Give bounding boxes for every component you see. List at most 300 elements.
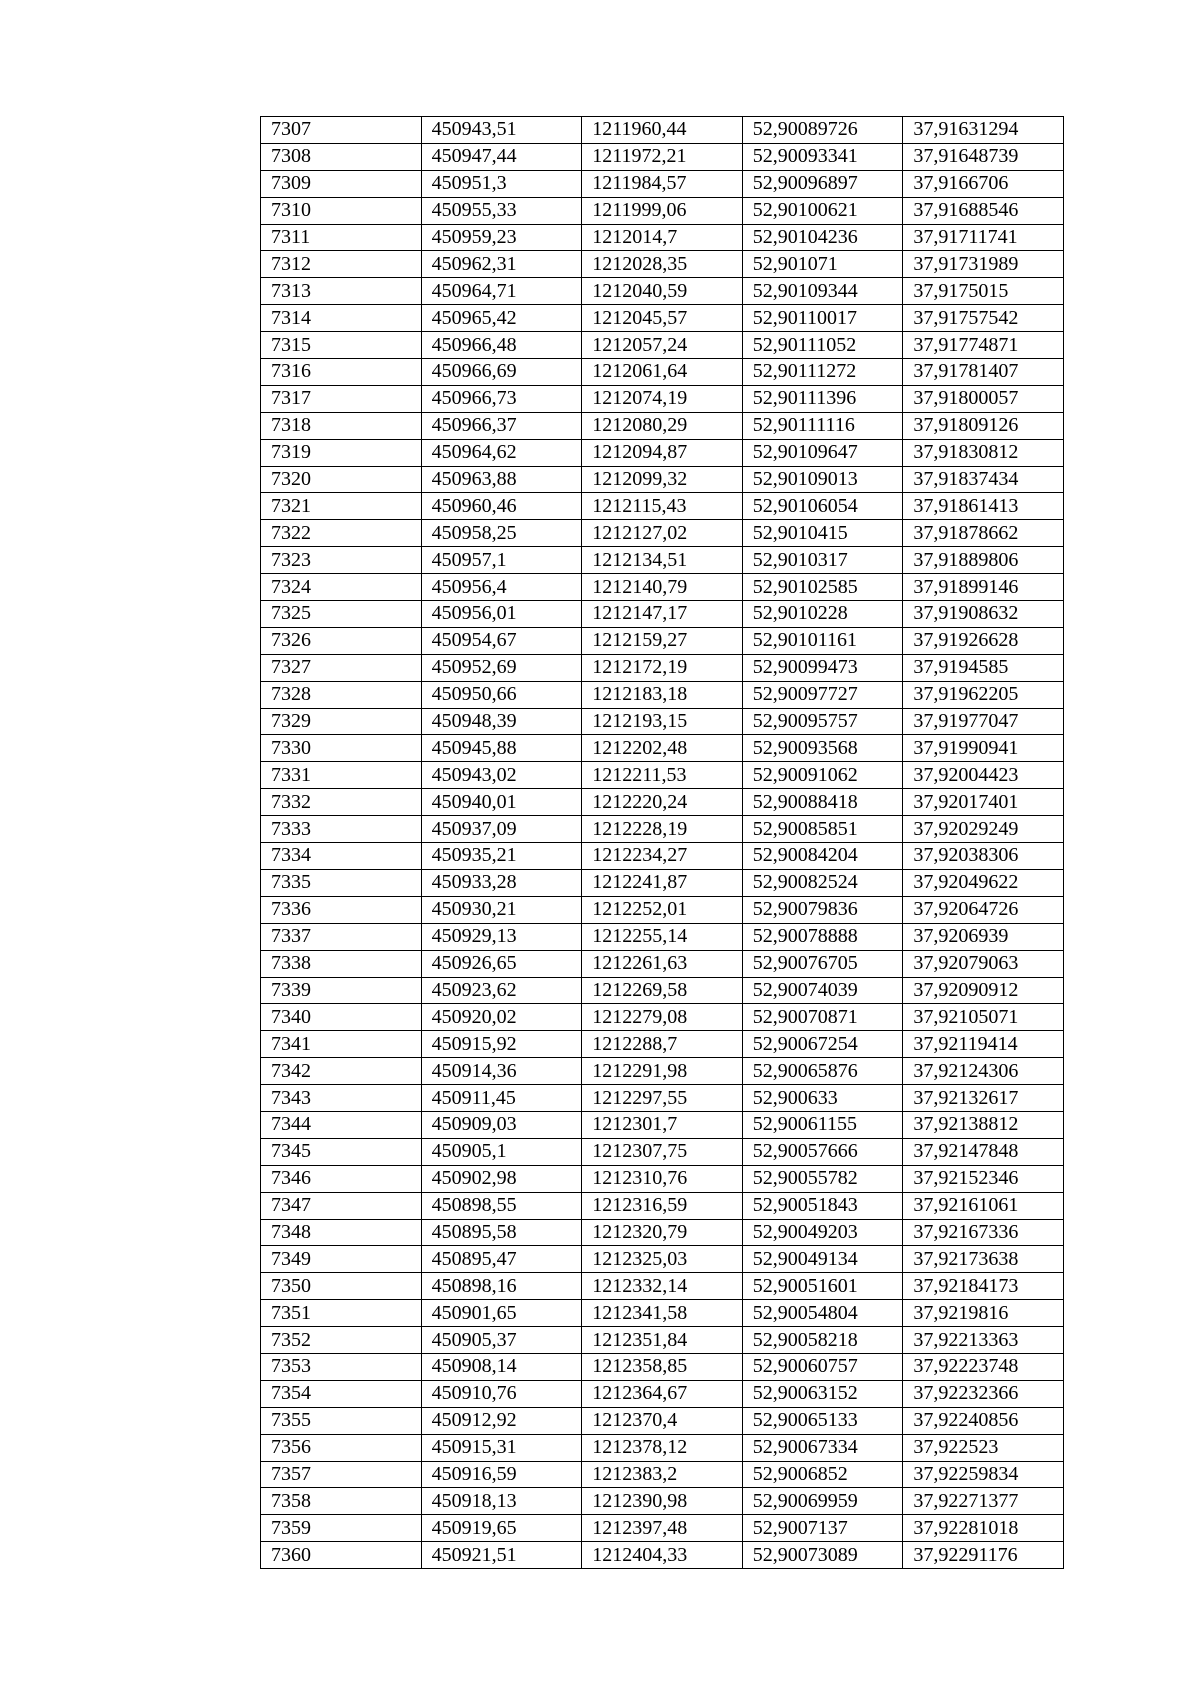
- longitude-cell: 37,92259834: [903, 1461, 1064, 1488]
- latitude-cell: 52,90095757: [742, 708, 903, 735]
- point-number-cell: 7318: [261, 412, 422, 439]
- point-number-cell: 7355: [261, 1407, 422, 1434]
- latitude-cell: 52,90073089: [742, 1542, 903, 1569]
- latitude-cell: 52,90110017: [742, 305, 903, 332]
- point-number-cell: 7350: [261, 1273, 422, 1300]
- x-coordinate-cell: 450945,88: [421, 735, 582, 762]
- longitude-cell: 37,92167336: [903, 1219, 1064, 1246]
- point-number-cell: 7312: [261, 251, 422, 278]
- longitude-cell: 37,91757542: [903, 305, 1064, 332]
- latitude-cell: 52,90104236: [742, 224, 903, 251]
- x-coordinate-cell: 450963,88: [421, 466, 582, 493]
- x-coordinate-cell: 450947,44: [421, 143, 582, 170]
- latitude-cell: 52,90082524: [742, 869, 903, 896]
- x-coordinate-cell: 450966,48: [421, 332, 582, 359]
- x-coordinate-cell: 450960,46: [421, 493, 582, 520]
- longitude-cell: 37,92281018: [903, 1515, 1064, 1542]
- x-coordinate-cell: 450895,58: [421, 1219, 582, 1246]
- longitude-cell: 37,92049622: [903, 869, 1064, 896]
- latitude-cell: 52,90111272: [742, 359, 903, 386]
- table-row: [261, 654, 1064, 681]
- latitude-cell: 52,90091062: [742, 762, 903, 789]
- x-coordinate-cell: 450912,92: [421, 1407, 582, 1434]
- x-coordinate-cell: 450943,02: [421, 762, 582, 789]
- latitude-cell: 52,9010228: [742, 601, 903, 628]
- latitude-cell: 52,90106054: [742, 493, 903, 520]
- point-number-cell: 7329: [261, 708, 422, 735]
- y-coordinate-cell: 1212332,14: [582, 1273, 743, 1300]
- point-number-cell: 7334: [261, 843, 422, 870]
- y-coordinate-cell: 1212057,24: [582, 332, 743, 359]
- y-coordinate-cell: 1212074,19: [582, 385, 743, 412]
- longitude-cell: 37,92090912: [903, 977, 1064, 1004]
- longitude-cell: 37,92213363: [903, 1327, 1064, 1354]
- point-number-cell: 7308: [261, 143, 422, 170]
- y-coordinate-cell: 1211960,44: [582, 117, 743, 144]
- table-row: [261, 1327, 1064, 1354]
- latitude-cell: 52,90088418: [742, 789, 903, 816]
- x-coordinate-cell: 450916,59: [421, 1461, 582, 1488]
- longitude-cell: 37,91781407: [903, 359, 1064, 386]
- longitude-cell: 37,91631294: [903, 117, 1064, 144]
- x-coordinate-cell: 450905,1: [421, 1138, 582, 1165]
- latitude-cell: 52,90069959: [742, 1488, 903, 1515]
- table-row: [261, 762, 1064, 789]
- x-coordinate-cell: 450955,33: [421, 197, 582, 224]
- latitude-cell: 52,9007137: [742, 1515, 903, 1542]
- x-coordinate-cell: 450909,03: [421, 1111, 582, 1138]
- y-coordinate-cell: 1212140,79: [582, 574, 743, 601]
- x-coordinate-cell: 450964,71: [421, 278, 582, 305]
- point-number-cell: 7335: [261, 869, 422, 896]
- y-coordinate-cell: 1212288,7: [582, 1031, 743, 1058]
- latitude-cell: 52,900633: [742, 1085, 903, 1112]
- table-row: [261, 1138, 1064, 1165]
- longitude-cell: 37,92124306: [903, 1058, 1064, 1085]
- point-number-cell: 7327: [261, 654, 422, 681]
- latitude-cell: 52,90093341: [742, 143, 903, 170]
- longitude-cell: 37,91926628: [903, 627, 1064, 654]
- point-number-cell: 7333: [261, 816, 422, 843]
- y-coordinate-cell: 1212307,75: [582, 1138, 743, 1165]
- x-coordinate-cell: 450910,76: [421, 1380, 582, 1407]
- table-row: [261, 1542, 1064, 1569]
- table-row: [261, 1192, 1064, 1219]
- table-row: [261, 869, 1064, 896]
- y-coordinate-cell: 1212252,01: [582, 896, 743, 923]
- table-row: [261, 601, 1064, 628]
- x-coordinate-cell: 450935,21: [421, 843, 582, 870]
- point-number-cell: 7332: [261, 789, 422, 816]
- table-row: [261, 547, 1064, 574]
- y-coordinate-cell: 1212099,32: [582, 466, 743, 493]
- latitude-cell: 52,90049203: [742, 1219, 903, 1246]
- table-row: [261, 251, 1064, 278]
- table-row: [261, 1300, 1064, 1327]
- latitude-cell: 52,90102585: [742, 574, 903, 601]
- x-coordinate-cell: 450919,65: [421, 1515, 582, 1542]
- x-coordinate-cell: 450908,14: [421, 1353, 582, 1380]
- latitude-cell: 52,90061155: [742, 1111, 903, 1138]
- latitude-cell: 52,90085851: [742, 816, 903, 843]
- table-row: [261, 278, 1064, 305]
- table-row: [261, 117, 1064, 144]
- latitude-cell: 52,90067254: [742, 1031, 903, 1058]
- x-coordinate-cell: 450957,1: [421, 547, 582, 574]
- latitude-cell: 52,90074039: [742, 977, 903, 1004]
- point-number-cell: 7345: [261, 1138, 422, 1165]
- point-number-cell: 7341: [261, 1031, 422, 1058]
- table-row: [261, 197, 1064, 224]
- point-number-cell: 7311: [261, 224, 422, 251]
- latitude-cell: 52,90055782: [742, 1165, 903, 1192]
- x-coordinate-cell: 450898,55: [421, 1192, 582, 1219]
- latitude-cell: 52,9010317: [742, 547, 903, 574]
- x-coordinate-cell: 450914,36: [421, 1058, 582, 1085]
- x-coordinate-cell: 450950,66: [421, 681, 582, 708]
- y-coordinate-cell: 1212341,58: [582, 1300, 743, 1327]
- longitude-cell: 37,91878662: [903, 520, 1064, 547]
- y-coordinate-cell: 1212127,02: [582, 520, 743, 547]
- y-coordinate-cell: 1212234,27: [582, 843, 743, 870]
- y-coordinate-cell: 1212279,08: [582, 1004, 743, 1031]
- point-number-cell: 7314: [261, 305, 422, 332]
- x-coordinate-cell: 450895,47: [421, 1246, 582, 1273]
- y-coordinate-cell: 1211972,21: [582, 143, 743, 170]
- table-row: [261, 1515, 1064, 1542]
- longitude-cell: 37,92004423: [903, 762, 1064, 789]
- longitude-cell: 37,9175015: [903, 278, 1064, 305]
- y-coordinate-cell: 1212261,63: [582, 950, 743, 977]
- x-coordinate-cell: 450965,42: [421, 305, 582, 332]
- table-row: [261, 1058, 1064, 1085]
- x-coordinate-cell: 450926,65: [421, 950, 582, 977]
- latitude-cell: 52,90054804: [742, 1300, 903, 1327]
- y-coordinate-cell: 1212310,76: [582, 1165, 743, 1192]
- longitude-cell: 37,91837434: [903, 466, 1064, 493]
- point-number-cell: 7322: [261, 520, 422, 547]
- point-number-cell: 7353: [261, 1353, 422, 1380]
- longitude-cell: 37,92152346: [903, 1165, 1064, 1192]
- point-number-cell: 7325: [261, 601, 422, 628]
- table-row: [261, 816, 1064, 843]
- point-number-cell: 7338: [261, 950, 422, 977]
- y-coordinate-cell: 1211984,57: [582, 170, 743, 197]
- longitude-cell: 37,91809126: [903, 412, 1064, 439]
- longitude-cell: 37,91648739: [903, 143, 1064, 170]
- point-number-cell: 7328: [261, 681, 422, 708]
- x-coordinate-cell: 450915,92: [421, 1031, 582, 1058]
- longitude-cell: 37,9206939: [903, 923, 1064, 950]
- longitude-cell: 37,9219816: [903, 1300, 1064, 1327]
- latitude-cell: 52,90057666: [742, 1138, 903, 1165]
- x-coordinate-cell: 450966,37: [421, 412, 582, 439]
- latitude-cell: 52,90109013: [742, 466, 903, 493]
- table-row: [261, 1004, 1064, 1031]
- y-coordinate-cell: 1212297,55: [582, 1085, 743, 1112]
- point-number-cell: 7316: [261, 359, 422, 386]
- point-number-cell: 7324: [261, 574, 422, 601]
- longitude-cell: 37,92038306: [903, 843, 1064, 870]
- table-row: [261, 923, 1064, 950]
- x-coordinate-cell: 450905,37: [421, 1327, 582, 1354]
- latitude-cell: 52,901071: [742, 251, 903, 278]
- table-row: [261, 466, 1064, 493]
- y-coordinate-cell: 1212404,33: [582, 1542, 743, 1569]
- latitude-cell: 52,90051601: [742, 1273, 903, 1300]
- y-coordinate-cell: 1212080,29: [582, 412, 743, 439]
- table-row: [261, 574, 1064, 601]
- y-coordinate-cell: 1212325,03: [582, 1246, 743, 1273]
- x-coordinate-cell: 450929,13: [421, 923, 582, 950]
- table-row: [261, 977, 1064, 1004]
- x-coordinate-cell: 450898,16: [421, 1273, 582, 1300]
- latitude-cell: 52,90084204: [742, 843, 903, 870]
- point-number-cell: 7336: [261, 896, 422, 923]
- point-number-cell: 7330: [261, 735, 422, 762]
- longitude-cell: 37,91899146: [903, 574, 1064, 601]
- table-row: [261, 1380, 1064, 1407]
- table-row: [261, 493, 1064, 520]
- table-row: [261, 789, 1064, 816]
- point-number-cell: 7356: [261, 1434, 422, 1461]
- y-coordinate-cell: 1212061,64: [582, 359, 743, 386]
- point-number-cell: 7354: [261, 1380, 422, 1407]
- latitude-cell: 52,90100621: [742, 197, 903, 224]
- table-row: [261, 305, 1064, 332]
- table-row: [261, 1488, 1064, 1515]
- y-coordinate-cell: 1212378,12: [582, 1434, 743, 1461]
- longitude-cell: 37,91962205: [903, 681, 1064, 708]
- point-number-cell: 7344: [261, 1111, 422, 1138]
- table-row: [261, 735, 1064, 762]
- y-coordinate-cell: 1212094,87: [582, 439, 743, 466]
- latitude-cell: 52,90096897: [742, 170, 903, 197]
- table-row: [261, 843, 1064, 870]
- y-coordinate-cell: 1212301,7: [582, 1111, 743, 1138]
- y-coordinate-cell: 1211999,06: [582, 197, 743, 224]
- point-number-cell: 7321: [261, 493, 422, 520]
- latitude-cell: 52,90109344: [742, 278, 903, 305]
- x-coordinate-cell: 450956,4: [421, 574, 582, 601]
- y-coordinate-cell: 1212316,59: [582, 1192, 743, 1219]
- point-number-cell: 7359: [261, 1515, 422, 1542]
- point-number-cell: 7349: [261, 1246, 422, 1273]
- latitude-cell: 52,90079836: [742, 896, 903, 923]
- latitude-cell: 52,90093568: [742, 735, 903, 762]
- y-coordinate-cell: 1212220,24: [582, 789, 743, 816]
- table-row: [261, 520, 1064, 547]
- x-coordinate-cell: 450943,51: [421, 117, 582, 144]
- table-row: [261, 627, 1064, 654]
- longitude-cell: 37,92119414: [903, 1031, 1064, 1058]
- point-number-cell: 7317: [261, 385, 422, 412]
- longitude-cell: 37,91861413: [903, 493, 1064, 520]
- x-coordinate-cell: 450923,62: [421, 977, 582, 1004]
- y-coordinate-cell: 1212320,79: [582, 1219, 743, 1246]
- table-row: [261, 1461, 1064, 1488]
- longitude-cell: 37,91774871: [903, 332, 1064, 359]
- table-row: [261, 1165, 1064, 1192]
- table-row: [261, 412, 1064, 439]
- latitude-cell: 52,90111396: [742, 385, 903, 412]
- x-coordinate-cell: 450921,51: [421, 1542, 582, 1569]
- y-coordinate-cell: 1212291,98: [582, 1058, 743, 1085]
- longitude-cell: 37,92161061: [903, 1192, 1064, 1219]
- y-coordinate-cell: 1212364,67: [582, 1380, 743, 1407]
- point-number-cell: 7348: [261, 1219, 422, 1246]
- latitude-cell: 52,90099473: [742, 654, 903, 681]
- x-coordinate-cell: 450954,67: [421, 627, 582, 654]
- x-coordinate-cell: 450952,69: [421, 654, 582, 681]
- longitude-cell: 37,92029249: [903, 816, 1064, 843]
- y-coordinate-cell: 1212351,84: [582, 1327, 743, 1354]
- x-coordinate-cell: 450930,21: [421, 896, 582, 923]
- point-number-cell: 7342: [261, 1058, 422, 1085]
- x-coordinate-cell: 450964,62: [421, 439, 582, 466]
- table-row: [261, 708, 1064, 735]
- latitude-cell: 52,90111116: [742, 412, 903, 439]
- y-coordinate-cell: 1212255,14: [582, 923, 743, 950]
- latitude-cell: 52,90049134: [742, 1246, 903, 1273]
- latitude-cell: 52,90111052: [742, 332, 903, 359]
- point-number-cell: 7331: [261, 762, 422, 789]
- latitude-cell: 52,90060757: [742, 1353, 903, 1380]
- table-row: [261, 332, 1064, 359]
- point-number-cell: 7307: [261, 117, 422, 144]
- latitude-cell: 52,90067334: [742, 1434, 903, 1461]
- coordinates-table-body: [261, 117, 1064, 1569]
- y-coordinate-cell: 1212193,15: [582, 708, 743, 735]
- x-coordinate-cell: 450966,69: [421, 359, 582, 386]
- y-coordinate-cell: 1212397,48: [582, 1515, 743, 1542]
- longitude-cell: 37,922523: [903, 1434, 1064, 1461]
- y-coordinate-cell: 1212202,48: [582, 735, 743, 762]
- table-row: [261, 950, 1064, 977]
- table-row: [261, 1031, 1064, 1058]
- longitude-cell: 37,92147848: [903, 1138, 1064, 1165]
- x-coordinate-cell: 450915,31: [421, 1434, 582, 1461]
- y-coordinate-cell: 1212134,51: [582, 547, 743, 574]
- latitude-cell: 52,90089726: [742, 117, 903, 144]
- latitude-cell: 52,90076705: [742, 950, 903, 977]
- point-number-cell: 7326: [261, 627, 422, 654]
- y-coordinate-cell: 1212383,2: [582, 1461, 743, 1488]
- x-coordinate-cell: 450959,23: [421, 224, 582, 251]
- table-row: [261, 224, 1064, 251]
- longitude-cell: 37,91688546: [903, 197, 1064, 224]
- latitude-cell: 52,90101161: [742, 627, 903, 654]
- longitude-cell: 37,92232366: [903, 1380, 1064, 1407]
- latitude-cell: 52,90070871: [742, 1004, 903, 1031]
- table-row: [261, 143, 1064, 170]
- longitude-cell: 37,91889806: [903, 547, 1064, 574]
- longitude-cell: 37,91830812: [903, 439, 1064, 466]
- point-number-cell: 7358: [261, 1488, 422, 1515]
- latitude-cell: 52,90097727: [742, 681, 903, 708]
- y-coordinate-cell: 1212370,4: [582, 1407, 743, 1434]
- point-number-cell: 7343: [261, 1085, 422, 1112]
- latitude-cell: 52,90058218: [742, 1327, 903, 1354]
- longitude-cell: 37,9166706: [903, 170, 1064, 197]
- y-coordinate-cell: 1212241,87: [582, 869, 743, 896]
- point-number-cell: 7319: [261, 439, 422, 466]
- longitude-cell: 37,92271377: [903, 1488, 1064, 1515]
- x-coordinate-cell: 450940,01: [421, 789, 582, 816]
- table-row: [261, 1246, 1064, 1273]
- point-number-cell: 7360: [261, 1542, 422, 1569]
- y-coordinate-cell: 1212159,27: [582, 627, 743, 654]
- longitude-cell: 37,92064726: [903, 896, 1064, 923]
- y-coordinate-cell: 1212228,19: [582, 816, 743, 843]
- table-row: [261, 1085, 1064, 1112]
- x-coordinate-cell: 450962,31: [421, 251, 582, 278]
- point-number-cell: 7320: [261, 466, 422, 493]
- point-number-cell: 7315: [261, 332, 422, 359]
- point-number-cell: 7323: [261, 547, 422, 574]
- latitude-cell: 52,90109647: [742, 439, 903, 466]
- longitude-cell: 37,91711741: [903, 224, 1064, 251]
- latitude-cell: 52,90078888: [742, 923, 903, 950]
- longitude-cell: 37,92173638: [903, 1246, 1064, 1273]
- table-row: [261, 359, 1064, 386]
- table-row: [261, 170, 1064, 197]
- x-coordinate-cell: 450902,98: [421, 1165, 582, 1192]
- x-coordinate-cell: 450911,45: [421, 1085, 582, 1112]
- latitude-cell: 52,90051843: [742, 1192, 903, 1219]
- point-number-cell: 7310: [261, 197, 422, 224]
- y-coordinate-cell: 1212045,57: [582, 305, 743, 332]
- table-row: [261, 385, 1064, 412]
- y-coordinate-cell: 1212183,18: [582, 681, 743, 708]
- longitude-cell: 37,92291176: [903, 1542, 1064, 1569]
- longitude-cell: 37,91800057: [903, 385, 1064, 412]
- longitude-cell: 37,92223748: [903, 1353, 1064, 1380]
- longitude-cell: 37,92240856: [903, 1407, 1064, 1434]
- x-coordinate-cell: 450966,73: [421, 385, 582, 412]
- point-number-cell: 7339: [261, 977, 422, 1004]
- latitude-cell: 52,90065876: [742, 1058, 903, 1085]
- x-coordinate-cell: 450933,28: [421, 869, 582, 896]
- x-coordinate-cell: 450951,3: [421, 170, 582, 197]
- table-row: [261, 1273, 1064, 1300]
- point-number-cell: 7337: [261, 923, 422, 950]
- table-row: [261, 1219, 1064, 1246]
- longitude-cell: 37,92138812: [903, 1111, 1064, 1138]
- y-coordinate-cell: 1212358,85: [582, 1353, 743, 1380]
- coordinates-table: [260, 116, 1064, 1569]
- y-coordinate-cell: 1212211,53: [582, 762, 743, 789]
- longitude-cell: 37,92105071: [903, 1004, 1064, 1031]
- x-coordinate-cell: 450956,01: [421, 601, 582, 628]
- table-row: [261, 1407, 1064, 1434]
- x-coordinate-cell: 450918,13: [421, 1488, 582, 1515]
- y-coordinate-cell: 1212147,17: [582, 601, 743, 628]
- y-coordinate-cell: 1212028,35: [582, 251, 743, 278]
- longitude-cell: 37,92017401: [903, 789, 1064, 816]
- table-row: [261, 1111, 1064, 1138]
- table-row: [261, 1353, 1064, 1380]
- longitude-cell: 37,92132617: [903, 1085, 1064, 1112]
- y-coordinate-cell: 1212014,7: [582, 224, 743, 251]
- x-coordinate-cell: 450958,25: [421, 520, 582, 547]
- longitude-cell: 37,91977047: [903, 708, 1064, 735]
- longitude-cell: 37,92079063: [903, 950, 1064, 977]
- y-coordinate-cell: 1212172,19: [582, 654, 743, 681]
- table-row: [261, 896, 1064, 923]
- latitude-cell: 52,9010415: [742, 520, 903, 547]
- x-coordinate-cell: 450937,09: [421, 816, 582, 843]
